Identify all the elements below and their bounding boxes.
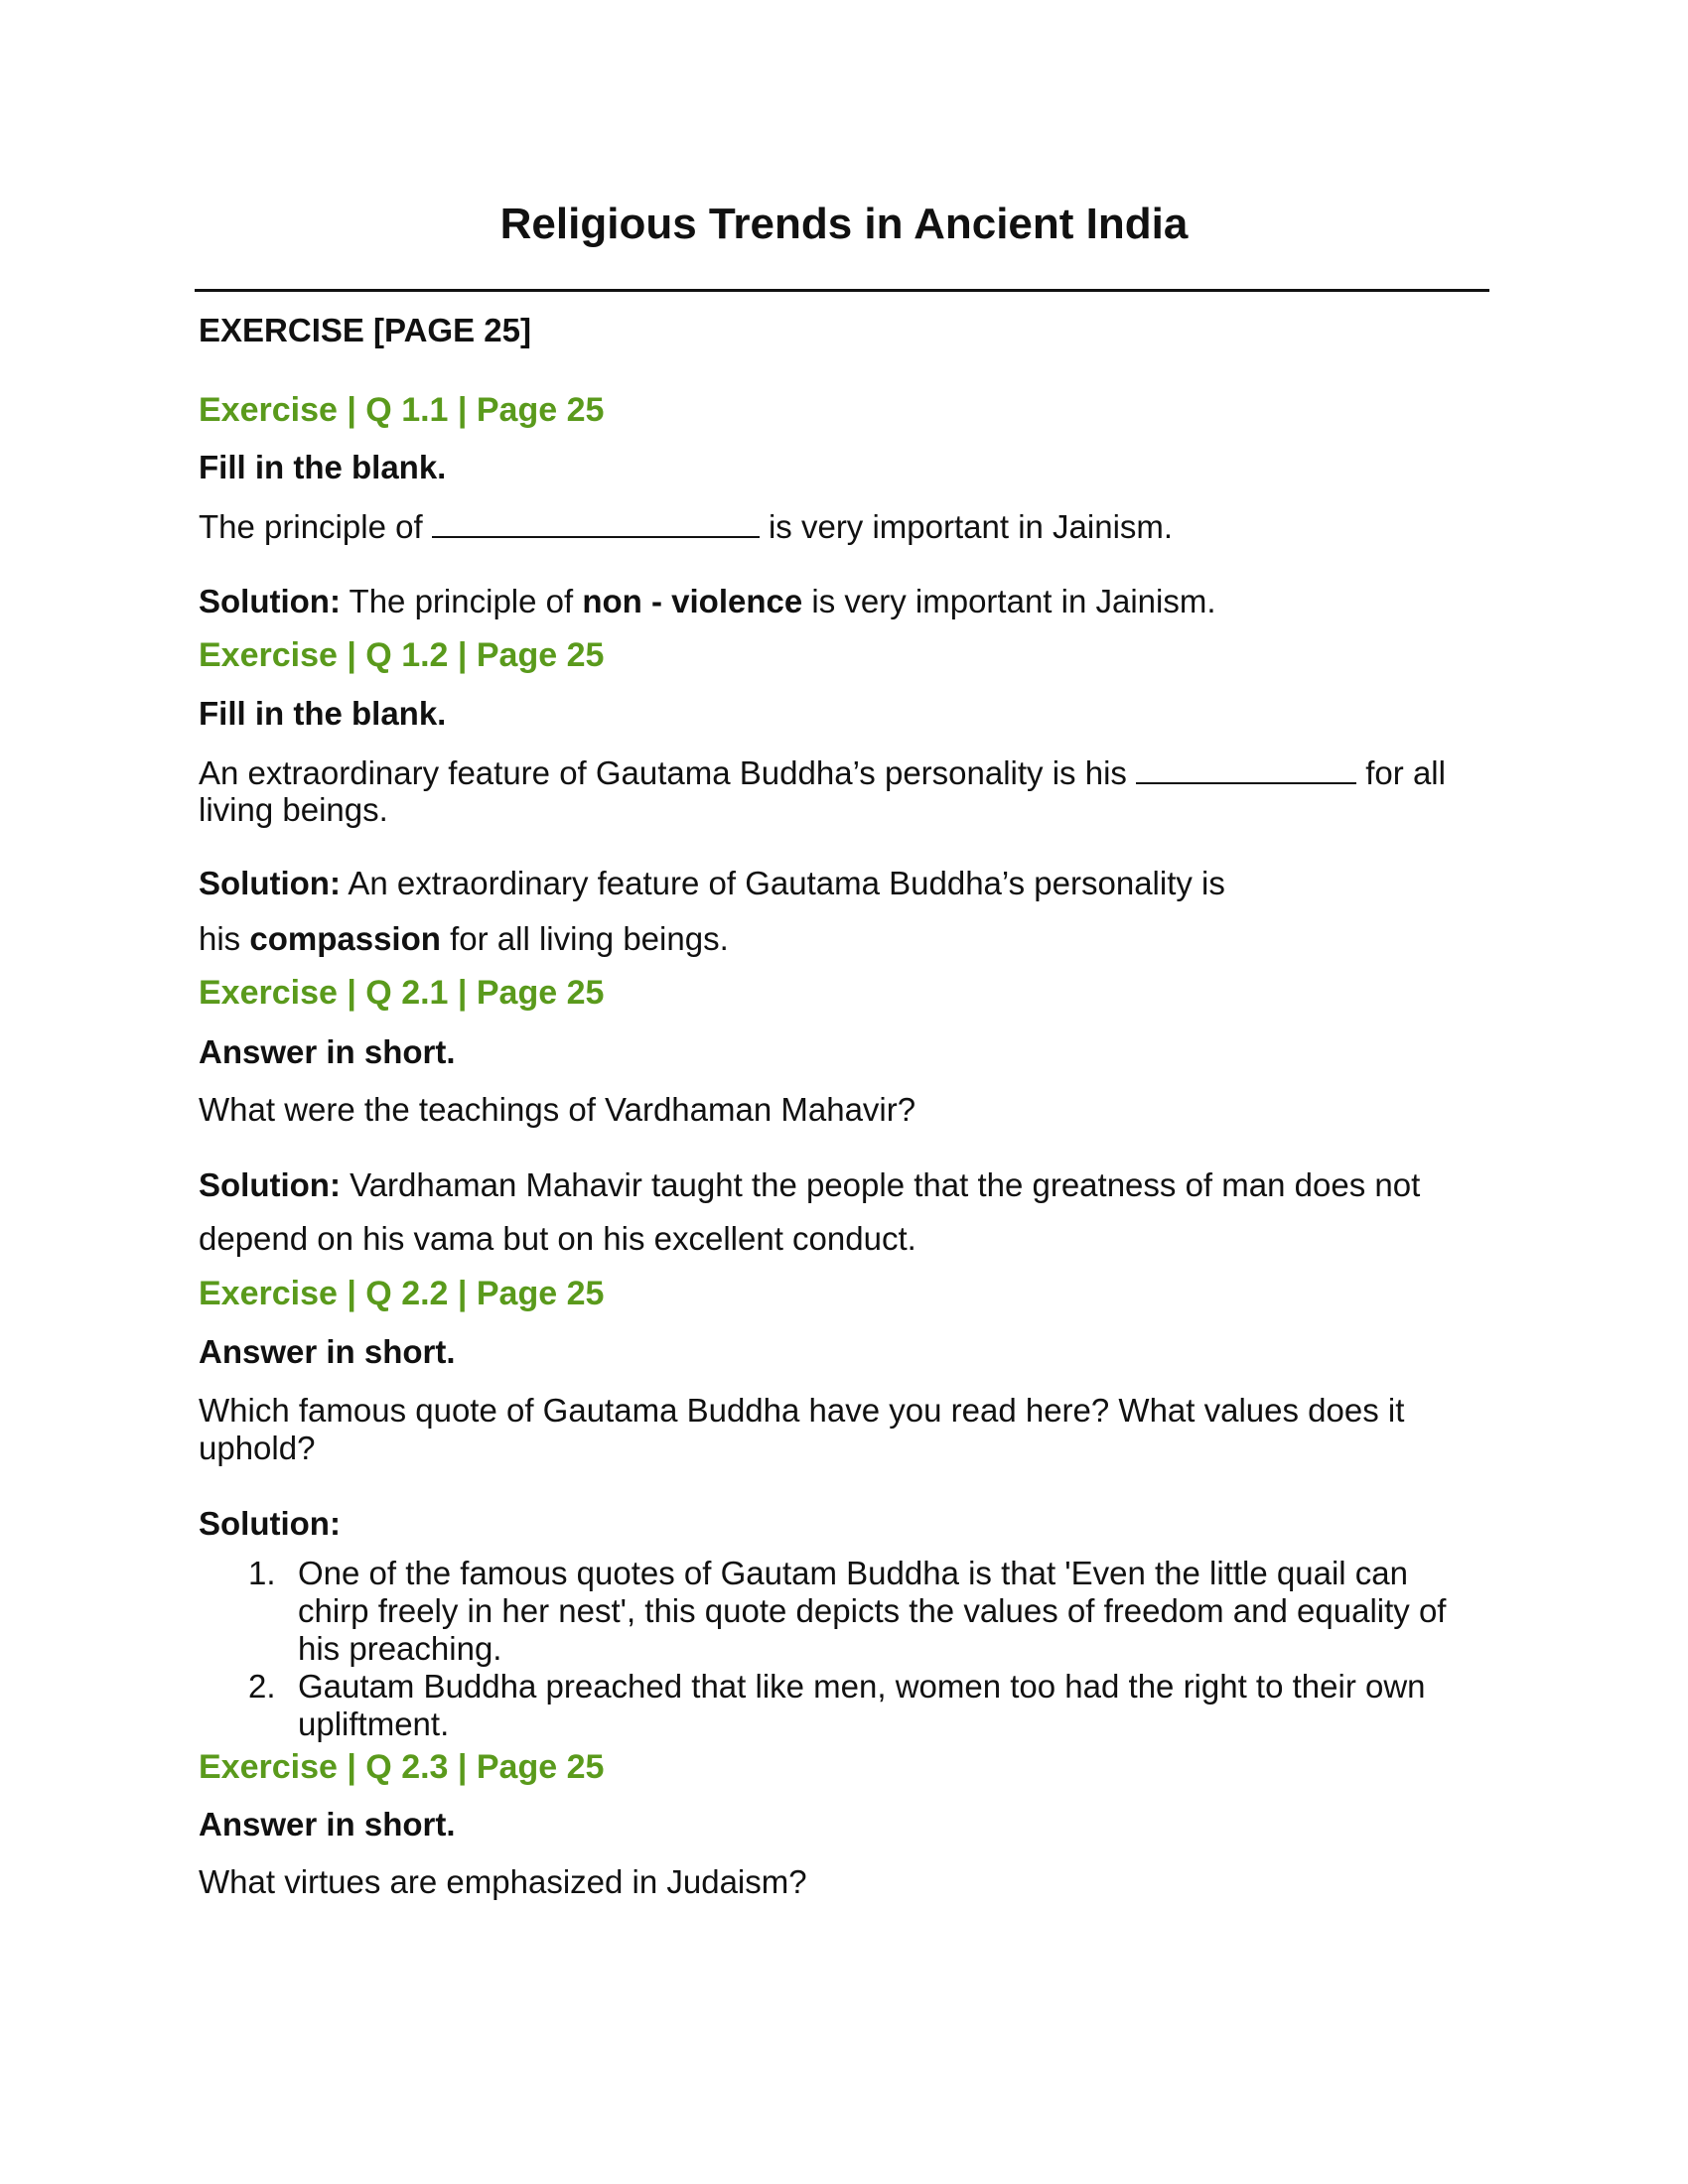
list-item-line: One of the famous quotes of Gautam Buddha is that 'Even the little quail can: [298, 1555, 1408, 1591]
list-item-line: upliftment.: [298, 1706, 450, 1742]
question-text-1-1: [199, 506, 1173, 547]
question-text-end: for all: [1365, 754, 1446, 791]
solution-1-2: [199, 864, 1225, 903]
question-heading-2-3: Exercise | Q 2.3 | Page 25: [199, 1748, 605, 1786]
solution-label: Solution:: [199, 583, 341, 619]
solution-label: Solution:: [199, 1166, 341, 1203]
solution-answer: non - violence: [582, 583, 803, 619]
list-item-line: his preaching.: [298, 1630, 502, 1667]
solution-label: Solution:: [199, 865, 341, 901]
solution-text-start: The principle of: [349, 583, 574, 619]
list-item-line: Gautam Buddha preached that like men, women too had the right to their own: [298, 1668, 1426, 1705]
list-item-line: chirp freely in her nest', this quote depicts the values of freedom and equality of: [298, 1592, 1447, 1629]
question-text-2-3: What virtues are emphasized in Judaism?: [199, 1863, 807, 1900]
solution-answer: compassion: [249, 920, 441, 957]
question-text-1-2: [199, 752, 1446, 793]
list-item: [199, 1555, 1446, 1668]
list-item: [199, 1668, 1446, 1743]
list-number: 2.: [248, 1668, 276, 1705]
question-heading-1-1: Exercise | Q 1.1 | Page 25: [199, 391, 605, 429]
solution-label-2-2: Solution:: [199, 1505, 341, 1542]
solution-list-2-2: [199, 1555, 1446, 1743]
solution-text-line1: An extraordinary feature of Gautama Buddha’s personality is: [348, 865, 1225, 901]
solution-text-end: for all living beings.: [450, 920, 729, 957]
solution-2-1: [199, 1165, 1420, 1205]
solution-text-start: his: [199, 920, 241, 957]
list-number: 1.: [248, 1555, 276, 1591]
question-text-2-2: Which famous quote of Gautama Buddha have you read here? What values does it: [199, 1392, 1405, 1429]
instruction-2-2: Answer in short.: [199, 1333, 456, 1370]
solution-2-1-line2: depend on his vama but on his excellent conduct.: [199, 1220, 916, 1257]
instruction-1-1: Fill in the blank.: [199, 449, 447, 485]
answer-blank: [432, 506, 760, 538]
page-title: Religious Trends in Ancient India: [499, 200, 1189, 248]
question-heading-1-2: Exercise | Q 1.2 | Page 25: [199, 636, 605, 674]
instruction-1-2: Fill in the blank.: [199, 695, 447, 732]
question-text-2-1: What were the teachings of Vardhaman Mahavir?: [199, 1091, 916, 1128]
question-text-2-2-line2: uphold?: [199, 1430, 316, 1466]
solution-text-line1: Vardhaman Mahavir taught the people that the greatness of man does not: [350, 1166, 1421, 1203]
title-divider: [195, 289, 1489, 292]
answer-blank: [1136, 752, 1356, 784]
question-heading-2-1: Exercise | Q 2.1 | Page 25: [199, 974, 605, 1012]
question-text-end: is very important in Jainism.: [768, 508, 1174, 545]
solution-1-2-line2: [199, 919, 729, 959]
section-heading: EXERCISE [PAGE 25]: [199, 312, 531, 348]
solution-1-1: [199, 582, 1216, 621]
question-text-start: The principle of: [199, 508, 423, 545]
instruction-2-1: Answer in short.: [199, 1033, 456, 1070]
question-text-1-2-line2: living beings.: [199, 791, 388, 828]
question-text-start: An extraordinary feature of Gautama Buddha’s personality is his: [199, 754, 1127, 791]
question-heading-2-2: Exercise | Q 2.2 | Page 25: [199, 1275, 605, 1312]
solution-text-end: is very important in Jainism.: [811, 583, 1216, 619]
instruction-2-3: Answer in short.: [199, 1806, 456, 1843]
